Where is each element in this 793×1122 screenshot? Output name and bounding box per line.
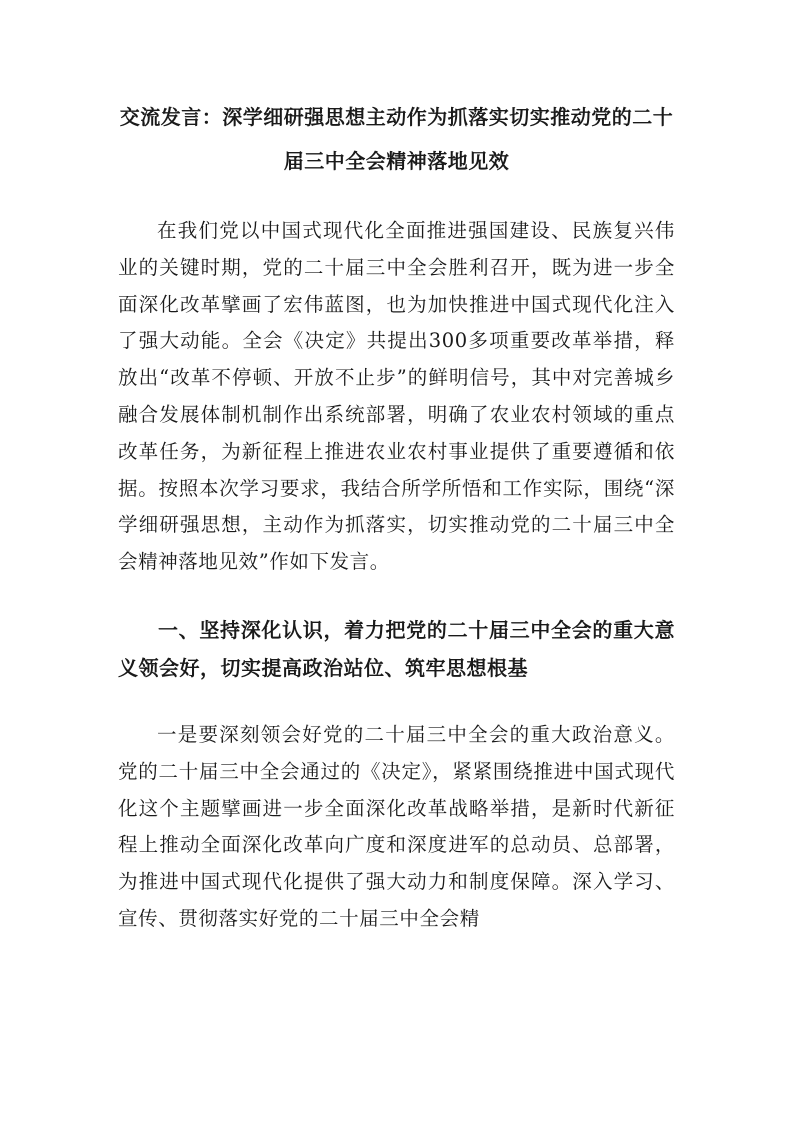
intro-paragraph: 在我们党以中国式现代化全面推进强国建设、民族复兴伟业的关键时期，党的二十届三中全会胜利召开，既为进一步全面深化改革擘画了宏伟蓝图，也为加快推进中国式现代化注入了强大动能。全会《决定》共提出300多项重要改革举措，释放出“改革不停顿、开放不止步”的鲜明信号，其中对完善城乡融合发展体制机制作出系统部署，明确了农业农村领域的重点改革任务，为新征程上推进农业农村事业提供了重要遵循和依据。按照本次学习要求，我结合所学所悟和工作实际，围绕“深学细研强思想，主动作为抓落实，切实推动党的二十届三中全会精神落地见效”作如下发言。 (118, 219, 675, 574)
section-1-heading: 一、坚持深化认识，着力把党的二十届三中全会的重大意义领会好，切实提高政治站位、筑牢思想根基 (118, 617, 675, 680)
section-1-paragraph: 一是要深刻领会好党的二十届三中全会的重大政治意义。党的二十届三中全会通过的《决定》，紧紧围绕推进中国式现代化这个主题擘画进一步全面深化改革战略举措，是新时代新征程上推动全面深化改革向广度和深度进军的总动员、总部署，为推进中国式现代化提供了强大动力和制度保障。深入学习、宣传、贯彻落实好党的二十届三中全会精 (118, 722, 675, 930)
document-title: 交流发言：深学细研强思想主动作为抓落实切实推动党的二十届三中全会精神落地见效 (119, 105, 674, 173)
